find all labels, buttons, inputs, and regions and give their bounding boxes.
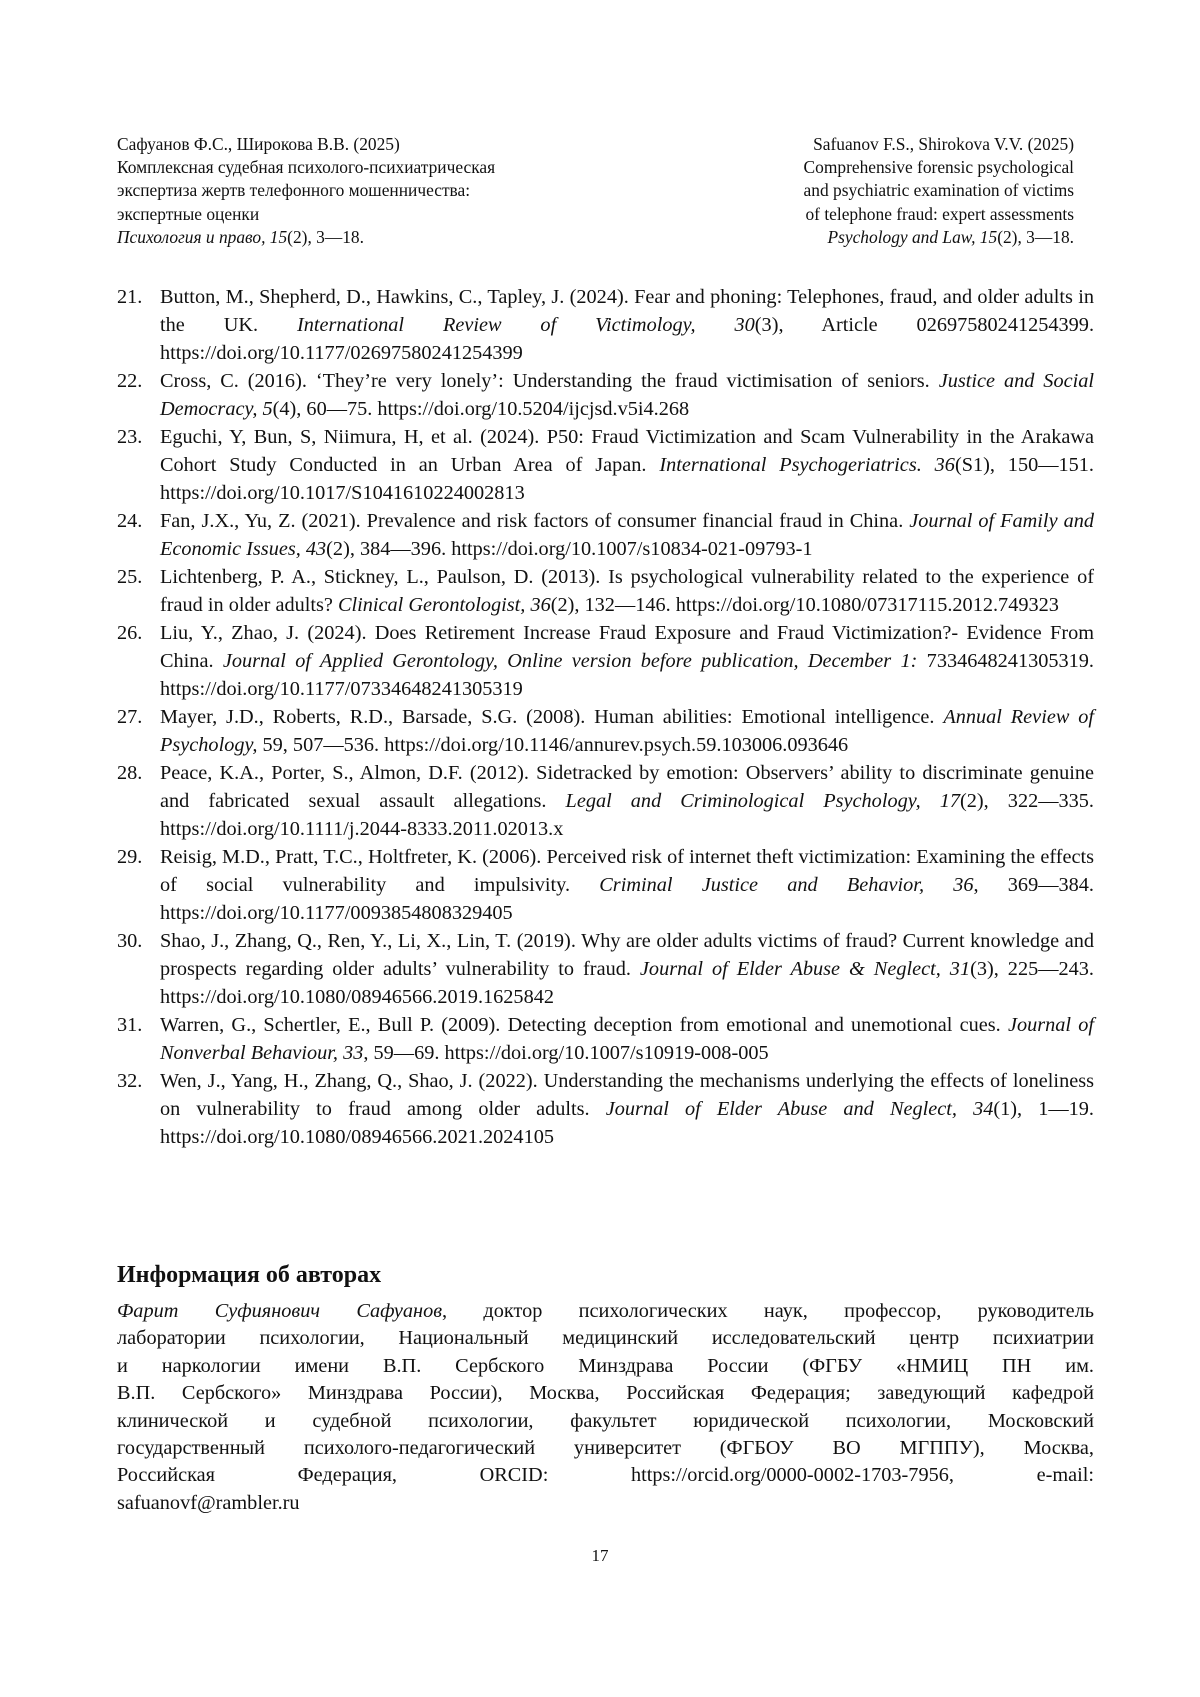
reference-item <box>117 703 1094 759</box>
reference-number: 27. <box>117 706 143 728</box>
reference-item <box>117 423 1094 507</box>
author-bio <box>117 1298 1094 1517</box>
reference-journal: Journal of Nonverbal Behaviour, 33 <box>160 1014 1095 1064</box>
header-title-en-line: of telephone fraud: expert assessments <box>805 203 1074 224</box>
reference-text: Lichtenberg, P. A., Stickney, L., Paulson, D. (2013). Is psychological vulnerability related to the experience of fraud in older adults? Clinical Gerontologist, 36(2), 132—146. https://doi.org/10.1080/07317115.2012.749323 <box>160 566 1094 616</box>
reference-item <box>117 1067 1094 1151</box>
header-title-ru-line: экспертиза жертв телефонного мошенничества: <box>117 180 471 201</box>
reference-journal: Journal of Elder Abuse & Neglect, 31 <box>639 958 971 980</box>
header-russian <box>117 133 495 249</box>
reference-item <box>117 507 1094 563</box>
reference-journal: Criminal Justice and Behavior, 36 <box>599 874 974 896</box>
reference-number: 26. <box>117 622 143 644</box>
bio-line: safuanovf@rambler.ru <box>117 1491 300 1514</box>
reference-number: 31. <box>117 1014 143 1036</box>
reference-item <box>117 367 1094 423</box>
running-header <box>117 133 1074 249</box>
reference-number: 21. <box>117 286 143 308</box>
header-journal-ru: Психология и право, 15(2), 3—18. <box>117 226 364 247</box>
reference-number: 28. <box>117 762 143 784</box>
reference-text: Warren, G., Schertler, E., Bull P. (2009). Detecting deception from emotional and unemotional cues. Journal of Nonverbal Behaviour, 33, 59—69. https://doi.org/10.1007/s10919-008-005 <box>160 1014 1095 1064</box>
header-authors-ru: Сафуанов Ф.С., Широкова В.В. (2025) <box>117 134 400 154</box>
reference-journal: Annual Review of Psychology, <box>160 706 1094 756</box>
reference-text: Eguchi, Y, Bun, S, Niimura, H, et al. (2024). P50: Fraud Victimization and Scam Vulnerability in the Arakawa Cohort Study Conducted in an Urban Area of Japan. International Psychogeriatrics. 36(S1), 150—151. https://doi.org/10.1017/S1041610224002813 <box>160 426 1094 504</box>
header-english <box>804 133 1074 249</box>
reference-text: Fan, J.X., Yu, Z. (2021). Prevalence and risk factors of consumer financial fraud in China. Journal of Family and Economic Issues, 43(2), 384—396. https://doi.org/10.1007/s10834-021-09793-1 <box>160 510 1094 560</box>
reference-item <box>117 759 1094 843</box>
section-title-authors: Информация об авторах <box>117 1262 382 1288</box>
header-title-ru-line: Комплексная судебная психолого-психиатрическая <box>117 157 496 178</box>
reference-text: Wen, J., Yang, H., Zhang, Q., Shao, J. (2022). Understanding the mechanisms underlying the effects of loneliness on vulnerability to fraud among older adults. Journal of Elder Abuse and Neglect, 34(1), 1—19. https://doi.org/10.1080/08946566.2021.2024105 <box>160 1070 1094 1148</box>
reference-number: 24. <box>117 510 143 532</box>
reference-journal: Journal of Applied Gerontology, Online version before publication, December 1: <box>222 650 918 672</box>
reference-item <box>117 283 1094 367</box>
reference-item <box>117 1011 1094 1067</box>
reference-number: 22. <box>117 370 143 392</box>
header-title-en-line: Comprehensive forensic psychological <box>803 157 1074 178</box>
reference-journal: Journal of Elder Abuse and Neglect, 34 <box>605 1098 994 1120</box>
reference-text: Cross, C. (2016). ‘They’re very lonely’: Understanding the fraud victimisation of seniors. Justice and Social Democracy, 5(4), 60—75. https://doi.org/10.5204/ijcjsd.v5i4.268 <box>160 370 1094 420</box>
header-journal-en: Psychology and Law, 15(2), 3—18. <box>827 226 1074 247</box>
reference-journal: International Psychogeriatrics. 36 <box>659 454 955 476</box>
header-title-en-line: and psychiatric examination of victims <box>803 180 1074 201</box>
reference-text: Mayer, J.D., Roberts, R.D., Barsade, S.G. (2008). Human abilities: Emotional intelligence. Annual Review of Psychology, 59, 507—536. https://doi.org/10.1146/annurev.psych.59.103006.093646 <box>160 706 1094 756</box>
reference-journal: Clinical Gerontologist, 36 <box>337 594 551 616</box>
reference-journal: Justice and Social Democracy, 5 <box>160 370 1094 420</box>
reference-number: 30. <box>117 930 143 952</box>
bio-line: Фарит Суфиянович Сафуанов, доктор психологических наук, профессор, руководитель <box>117 1300 1094 1322</box>
reference-number: 29. <box>117 846 143 868</box>
header-authors-en: Safuanov F.S., Shirokova V.V. (2025) <box>813 134 1074 154</box>
page-number: 17 <box>591 1546 609 1565</box>
reference-item <box>117 843 1094 927</box>
reference-number: 23. <box>117 426 143 448</box>
bio-line: государственный психолого-педагогический университет (ФГБОУ ВО МГППУ), Москва, <box>117 1437 1094 1460</box>
reference-list <box>117 283 1094 1151</box>
bio-line: клинической и судебной психологии, факультет юридической психологии, Московский <box>117 1409 1094 1432</box>
bio-line: Российская Федерация, ORCID: https://orcid.org/0000-0002-1703-7956, e-mail: <box>117 1464 1094 1487</box>
header-title-ru-line: экспертные оценки <box>117 203 260 224</box>
reference-text: Peace, K.A., Porter, S., Almon, D.F. (2012). Sidetracked by emotion: Observers’ ability to discriminate genuine and fabricated sexual assault allegations. Legal and Criminological Psychology, 17(2), 322—335. https://doi.org/10.1111/j.2044-8333.2011.02013.x <box>160 762 1094 840</box>
reference-journal: International Review of Victimology, 30 <box>297 314 755 336</box>
bio-line: и наркологии имени В.П. Сербского Минздрава России (ФГБУ «НМИЦ ПН им. <box>117 1354 1094 1377</box>
reference-text: Shao, J., Zhang, Q., Ren, Y., Li, X., Lin, T. (2019). Why are older adults victims of fraud? Current knowledge and prospects regarding older adults’ vulnerability to fraud. Journal of Elder Abuse & Neglect, 31(3), 225—243. https://doi.org/10.1080/08946566.2019.1625842 <box>160 930 1095 1008</box>
bio-author-name: Фарит Суфиянович Сафуанов <box>117 1300 443 1322</box>
reference-text: Button, M., Shepherd, D., Hawkins, C., Tapley, J. (2024). Fear and phoning: Telephones, fraud, and older adults in the UK. International Review of Victimology, 30(3), Article 02697580241254399. https://doi.org/10.1177/02697580241254399 <box>160 286 1095 364</box>
reference-item <box>117 927 1094 1011</box>
bio-line: В.П. Сербского» Минздрава России), Москва, Российская Федерация; заведующий кафедрой <box>117 1382 1094 1405</box>
reference-journal: Legal and Criminological Psychology, 17 <box>565 790 961 812</box>
reference-text: Liu, Y., Zhao, J. (2024). Does Retirement Increase Fraud Exposure and Fraud Victimization?- Evidence From China. Journal of Applied Gerontology, Online version before publication, December 1: 7334648241305319. https://doi.org/10.1177/07334648241305319 <box>160 622 1095 700</box>
bio-line: лаборатории психологии, Национальный медицинский исследовательский центр психиатрии <box>117 1327 1094 1350</box>
reference-item <box>117 563 1094 619</box>
reference-number: 25. <box>117 566 143 588</box>
reference-number: 32. <box>117 1070 143 1092</box>
reference-item <box>117 619 1094 703</box>
reference-journal: Journal of Family and Economic Issues, 43 <box>160 510 1094 560</box>
reference-text: Reisig, M.D., Pratt, T.C., Holtfreter, K. (2006). Perceived risk of internet theft victimization: Examining the effects of social vulnerability and impulsivity. Criminal Justice and Behavior, 36, 369—384. https://doi.org/10.1177/0093854808329405 <box>160 846 1094 924</box>
